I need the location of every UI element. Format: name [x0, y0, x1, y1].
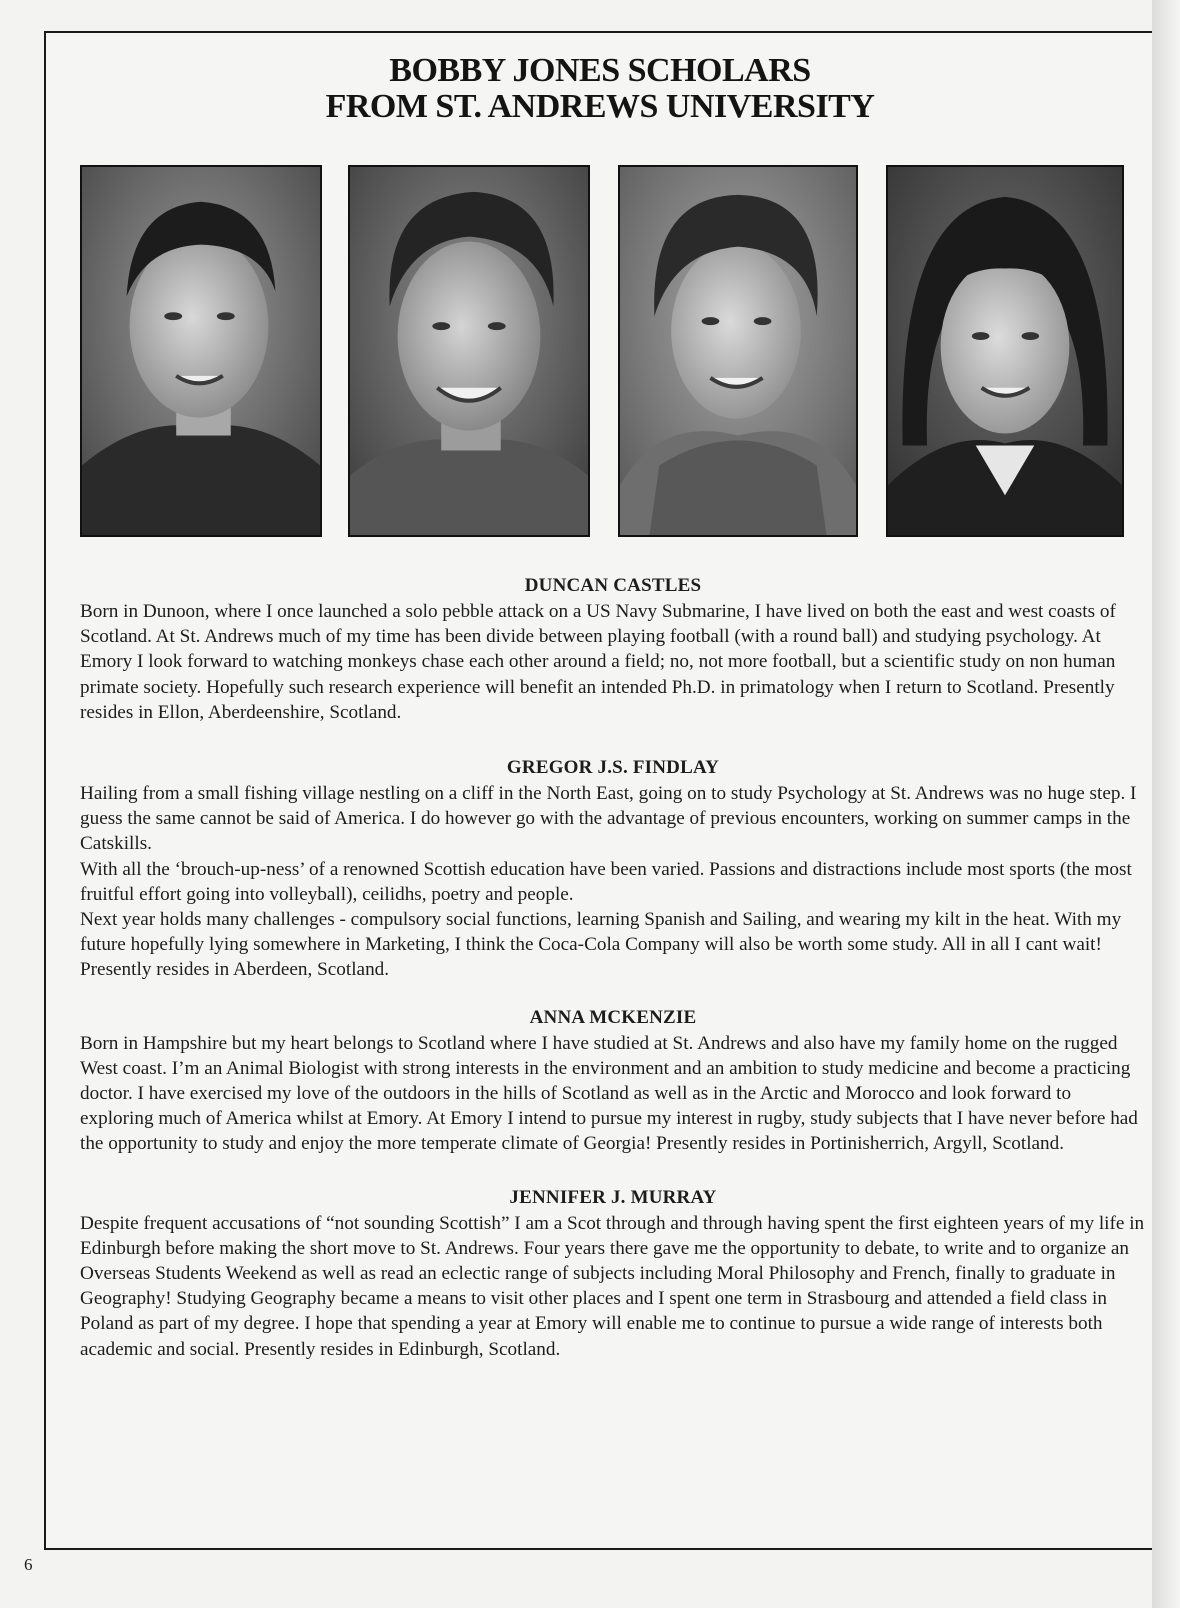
title-line-1: BOBBY JONES SCHOLARS — [389, 52, 811, 89]
bio-paragraph: Born in Dunoon, where I once launched a solo pebble attack on a US Navy Submarine, I have lived on both the east and west coasts of Scotland. At St. Andrews much of my time has been divide between playing football (with a round ball) and studying psychology. At Emory I look forward to watching monkeys chase each other around a field; no, not more football, but a scientific study on non human primate society. Hopefully such research experience will benefit an intended Ph.D. in primatology when I return to Scotland. Presently resides in Ellon, Aberdeenshire, Scotland. — [80, 601, 1116, 723]
bio-name: JENNIFER J. MURRAY — [509, 1186, 717, 1208]
bio-gregor-findlay — [80, 755, 1146, 983]
bio-paragraph: Next year holds many challenges - compulsory social functions, learning Spanish and Sailing, and wearing my kilt in the heat. With my future hopefully lying somewhere in Marketing, I think the Coca-Cola Company will also be worth some study. All in all I cant wait! Presently resides in Aberdeen, Scotland. — [80, 909, 1122, 981]
bio-anna-mckenzie — [80, 1005, 1146, 1157]
page-frame — [44, 31, 1152, 1550]
portrait-photo-gregor-findlay — [348, 165, 590, 537]
title-line-2: FROM ST. ANDREWS UNIVERSITY — [325, 88, 875, 125]
bio-paragraph: Hailing from a small fishing village nestling on a cliff in the North East, going on to study Psychology at St. Andrews was no huge step. I guess the same cannot be said of America. I do however go with the advantage of previous encounters, working on summer camps in the Catskills. — [80, 783, 1137, 855]
page-number: 6 — [24, 1555, 33, 1574]
bio-name: GREGOR J.S. FINDLAY — [506, 757, 720, 779]
bio-jennifer-murray — [80, 1185, 1146, 1362]
bio-name: DUNCAN CASTLES — [524, 575, 702, 596]
portrait-photo-jennifer-murray — [886, 165, 1124, 537]
portrait-photo-anna-mckenzie — [618, 165, 858, 537]
bio-duncan-castles — [80, 573, 1146, 725]
bio-paragraph: Despite frequent accusations of “not sounding Scottish” I am a Scot through and through having spent the first eighteen years of my life in Edinburgh before making the short move to St. Andrews. Four years there gave me the opportunity to debate, to write and to organize an Overseas Students Weekend as well as read an eclectic range of subjects including Moral Philosophy and French, finally to graduate in Geography! Studying Geography became a means to visit other places and I spent one term in Strasbourg and attended a field class in Poland as part of my degree. I hope that spending a year at Emory will enable me to continue to pursue a wide range of interests both academic and social. Presently resides in Edinburgh, Scotland. — [80, 1212, 1145, 1360]
shirt — [82, 425, 320, 535]
bio-paragraph: Born in Hampshire but my heart belongs to Scotland where I have studied at St. Andrews and also have my family home on the rugged West coast. I’m an Animal Biologist with strong interests in the environment and an ambition to study medicine and become a practicing doctor. I have exercised my love of the outdoors in the hills of Scotland as well as in the Arctic and Morocco and look forward to exploring much of America whilst at Emory. At Emory I intend to pursue my interest in rugby, study subjects that I have never before had the opportunity to study and enjoy the more temperate climate of Georgia! Presently resides in Portinisherrich, Argyll, Scotland. — [80, 1032, 1138, 1155]
bio-name: ANNA MCKENZIE — [529, 1006, 697, 1028]
portrait-photo-duncan-castles — [80, 165, 322, 537]
bio-paragraph: With all the ‘brouch-up-ness’ of a renowned Scottish education have been varied. Passions and distractions include most sports (the most fruitful effort going into volleyball), ceilidhs, poetry and people. — [80, 858, 1132, 905]
scholar-bios — [80, 573, 1146, 1382]
page-title — [46, 53, 1154, 125]
page-edge-shadow — [1152, 0, 1180, 1608]
